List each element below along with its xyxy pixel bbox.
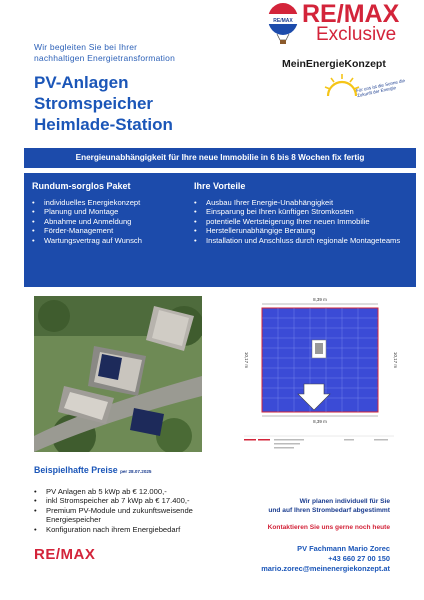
advantages-title: Ihre Vorteile xyxy=(194,181,246,191)
list-item: • inkl Stromspeicher ab 7 kWp ab € 17.400,- xyxy=(34,496,244,505)
advantages-list xyxy=(194,198,404,245)
list-item: • Abnahme und Anmeldung xyxy=(32,217,182,226)
list-item: • Herstellerunabhängige Beratung xyxy=(194,226,404,235)
features-box xyxy=(24,173,416,287)
aerial-photo xyxy=(34,296,202,452)
package-list xyxy=(32,198,182,245)
meinenergiekonzept-logo xyxy=(282,56,420,102)
list-item: • Ausbau Ihrer Energie-Unabhängigkeit xyxy=(194,198,404,207)
balloon-icon xyxy=(266,2,300,46)
call-to-action: Kontaktieren Sie uns gerne noch heute xyxy=(267,524,390,531)
list-item: • Konfiguration nach ihrem Energiebedarf xyxy=(34,525,244,534)
remax-brand: RE/MAX xyxy=(302,0,400,28)
list-item: • individuelles Energiekonzept xyxy=(32,198,182,207)
contact-block xyxy=(261,544,390,574)
headline-line-3: Heimlade-Station xyxy=(34,115,173,134)
svg-text:RE/MAX: RE/MAX xyxy=(273,18,293,24)
plan-dim-left: 10,17 m xyxy=(244,351,249,369)
contact-email[interactable]: mario.zorec@meinenergiekonzept.at xyxy=(261,564,390,573)
advantages-column xyxy=(194,181,404,245)
sun-icon xyxy=(322,70,362,100)
headline-line-1: PV-Anlagen xyxy=(34,73,129,92)
list-item: • Einsparung bei Ihren künftigen Stromkosten xyxy=(194,207,404,216)
list-item: • Förder-Management xyxy=(32,226,182,235)
headline-line-2: Stromspeicher xyxy=(34,94,154,113)
plan-dim-top: 8,39 m xyxy=(313,297,327,302)
exclusive-tagline: Exclusive xyxy=(316,24,397,45)
intro-line-2: nachhaltigen Energietransformation xyxy=(34,53,175,63)
list-item: • Wartungsvertrag auf Wunsch xyxy=(32,236,182,245)
headline xyxy=(34,72,173,135)
prices-list xyxy=(34,487,244,534)
plan-note-line-2: und auf Ihren Strombedarf abgestimmt xyxy=(268,506,390,514)
partner-name: MeinEnergieKonzept xyxy=(282,58,386,70)
intro-text xyxy=(34,42,175,64)
info-banner: Energieunabhängigkeit für Ihre neue Immobilie in 6 bis 8 Wochen fix fertig xyxy=(24,148,416,168)
list-item: • Premium PV-Module und zukunftsweisende Energiespeicher xyxy=(34,506,244,525)
package-column xyxy=(32,181,182,245)
remax-exclusive-logo xyxy=(262,2,422,54)
plan-note-line-1: Wir planen individuell für Sie xyxy=(299,498,390,505)
intro-line-1: Wir begleiten Sie bei Ihrer xyxy=(34,42,138,52)
list-item: • Installation und Anschluss durch regionale Montageteams xyxy=(194,236,404,245)
contact-phone[interactable]: +43 660 27 00 150 xyxy=(328,554,390,563)
partner-slogan: Für uns ist die Sonne die Zukunft der Energie xyxy=(355,77,406,99)
plan-dim-right: 10,17 m xyxy=(393,351,398,369)
remax-footer-logo: RE/MAX xyxy=(34,546,96,563)
plan-caption xyxy=(244,432,394,452)
plan-note xyxy=(268,498,390,515)
list-item: • potentielle Wertsteigerung Ihrer neuen Immobilie xyxy=(194,217,404,226)
roof-plan xyxy=(240,292,400,424)
package-title: Rundum-sorglos Paket xyxy=(32,181,131,191)
plan-dim-bottom: 8,39 m xyxy=(313,419,327,424)
aerial-image xyxy=(34,296,202,452)
list-item: • PV Anlagen ab 5 kWp ab € 12.000,- xyxy=(34,487,244,496)
list-item: • Planung und Montage xyxy=(32,207,182,216)
contact-name: PV Fachmann Mario Zorec xyxy=(297,544,390,553)
prices-title: Beispielhafte Preise per 28.07.2025 xyxy=(34,465,152,475)
